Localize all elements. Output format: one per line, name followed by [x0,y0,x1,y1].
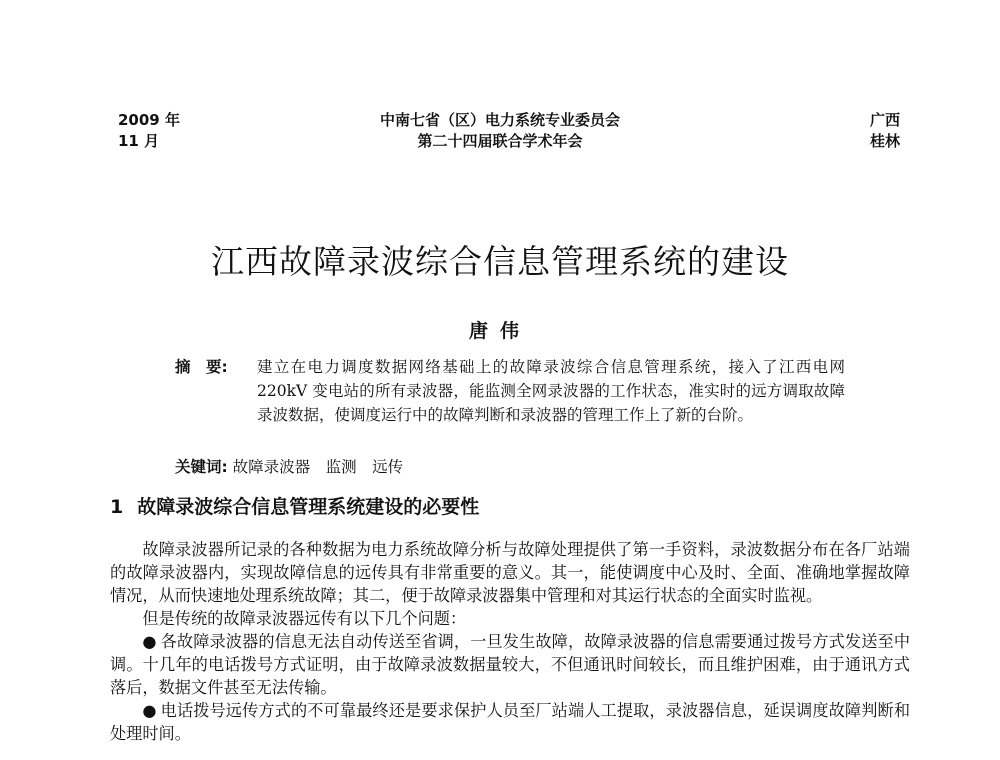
header-conference [300,110,700,152]
abstract [175,355,845,427]
paper-title: 江西故障录波综合信息管理系统的建设 [211,242,789,281]
bullet-icon: ● [142,701,157,720]
location-province: 广西 [869,111,900,129]
header-year: 2009 年 [118,111,180,129]
keywords [175,455,845,479]
section-heading [110,494,479,520]
conference-name: 第二十四届联合学术年会 [417,132,583,150]
paragraph: 但是传统的故障录波器远传有以下几个问题： [142,609,467,628]
keywords-label: 关键词: [175,458,228,476]
body-text [110,538,910,745]
header-month: 11 月 [118,132,160,150]
bullet-item [110,630,910,699]
abstract-text: 建立在电力调度数据网络基础上的故障录波综合信息管理系统，接入了江西电网 220kV 变电站的所有录波器，能监测全网录波器的工作状态，准实时的远方调取故障录波数据，使调度运行中的故障判断和录波器的管理工作上了新的台阶。 [257,358,845,424]
keywords-text: 故障录波器 监测 远传 [232,458,404,476]
header-date [118,110,180,152]
bullet-icon: ● [142,632,157,651]
bullet-item [110,699,910,745]
bullet-text: 各故障录波器的信息无法自动传送至省调，一旦发生故障，故障录波器的信息需要通过拨号方式发送至中调。十几年的电话拨号方式证明，由于故障录波数据量较大，不但通讯时间较长，而且维护困难，由于通讯方式落后，数据文件甚至无法传输。 [110,632,911,697]
paper-author: 唐伟 [468,320,531,342]
location-city: 桂林 [869,132,900,150]
section-title: 故障录波综合信息管理系统建设的必要性 [137,496,480,518]
header-location [870,110,900,152]
abstract-label: 摘 要: [175,358,228,376]
conference-organizer: 中南七省（区）电力系统专业委员会 [379,111,620,129]
bullet-text: 电话拨号远传方式的不可靠最终还是要求保护人员至厂站端人工提取，录波器信息，延误调度故障判断和处理时间。 [110,701,911,743]
paragraph: 故障录波器所记录的各种数据为电力系统故障分析与故障处理提供了第一手资料，录波数据分布在各厂站端的故障录波器内，实现故障信息的远传具有非常重要的意义。其一，能使调度中心及时、全面、准确地掌握故障情况，从而快速地处理系统故障；其二，便于故障录波器集中管理和对其运行状态的全面实时监视。 [110,540,910,605]
section-number: 1 [110,496,124,518]
